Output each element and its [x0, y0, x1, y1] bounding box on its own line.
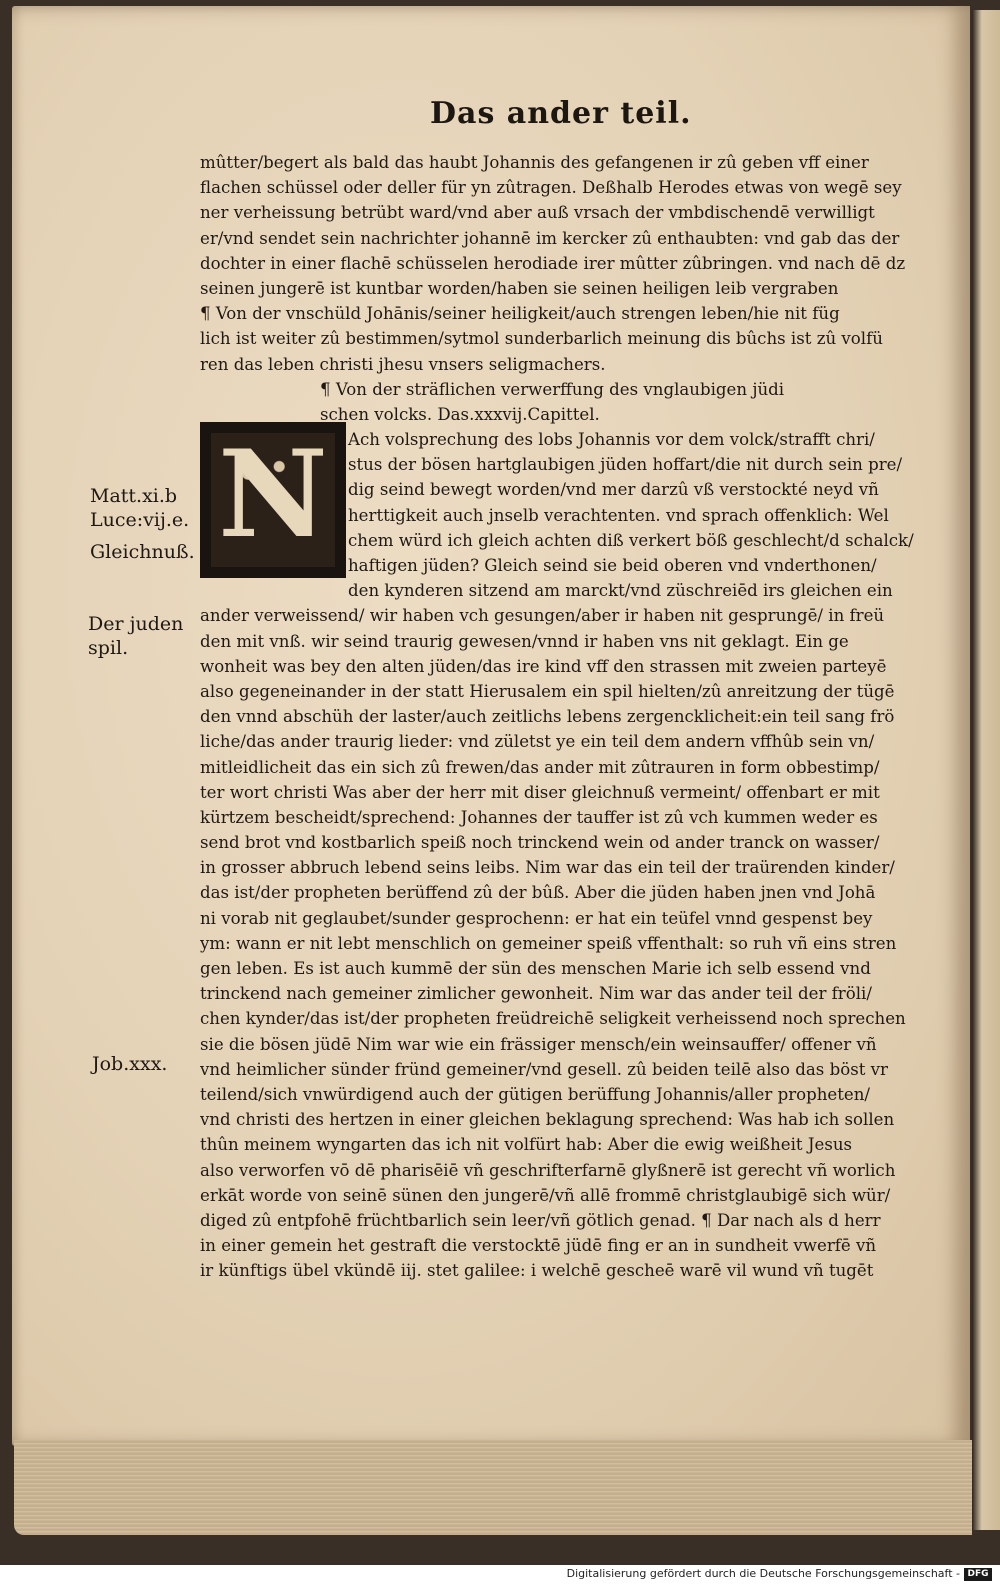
dfg-logo: DFG: [964, 1568, 992, 1581]
text-line: ir künftigs übel vkündē iij. stet galilee: i welchē gescheē warē vil wund vñ tugēt: [200, 1261, 874, 1281]
text-line: thûn meinem wyngarten das ich nit volfürt hab: Aber die ewig weißheit Jesus: [200, 1135, 853, 1155]
text-line: erkāt worde von seinē sünen den jungerē/vñ allē frommē christglaubigē sich wür/: [200, 1185, 891, 1205]
chapter-heading: schen volcks. Das.xxxvij.Capittel.: [320, 404, 600, 424]
text-line: also gegeneinander in der statt Hierusalem ein spil hielten/zû anreitzung der tügē: [200, 681, 895, 701]
text-line: vnd christi des hertzen in einer gleichen beklagung sprechend: Was hab ich sollen: [200, 1110, 895, 1130]
text-line: Ach volsprechung des lobs Johannis vor dem volck/strafft chri/: [348, 430, 875, 450]
footer-credit: Digitalisierung gefördert durch die Deutsche Forschungsgemeinschaft -: [566, 1567, 960, 1580]
text-line: chen kynder/das ist/der propheten freüdreichē seligkeit verheissend noch sprechen: [200, 1009, 906, 1029]
margin-note-gleichnuss: Gleichnuß.: [90, 541, 195, 563]
text-line: den mit vnß. wir seind traurig gewesen/vnnd ir haben vns nit geklagt. Ein ge: [200, 631, 849, 651]
facing-page-edge: [972, 10, 1000, 1530]
text-line: den kynderen sitzend am marckt/vnd züschreiēd irs gleichen ein: [348, 581, 893, 601]
page-edges: [14, 1440, 972, 1535]
text-line: dochter in einer flachē schüsselen herodiade irer mûtter zûbringen. vnd nach dē dz: [200, 253, 906, 273]
margin-note-luce: Luce:vij.e.: [90, 509, 190, 531]
footer-bar: [0, 1565, 1000, 1585]
text-line: das ist/der propheten berüffend zû der bûß. Aber die jüden haben jnen vnd Johā: [200, 883, 876, 903]
text-line: in grosser abbruch lebend seins leibs. Nim war das ein teil der traürenden kinder/: [200, 858, 895, 878]
text-line: chem würd ich gleich achten diß verkert böß geschlecht/d schalck/: [348, 530, 914, 550]
text-line: ander verweissend/ wir haben vch gesungen/aber ir haben nit gesprungē/ in freü: [200, 606, 885, 626]
margin-note-matt: Matt.xi.b: [90, 485, 178, 507]
text-line: flachen schüssel oder deller für yn zûtragen. Deßhalb Herodes etwas von wegē sey: [200, 178, 902, 198]
text-line: diged zû entpfohē früchtbarlich sein leer/vñ götlich genad. ¶ Dar nach als d herr: [200, 1210, 881, 1230]
text-line: er/vnd sendet sein nachrichter johannē im kercker zû enthaubten: vnd gab das der: [200, 228, 900, 248]
text-line: ter wort christi Was aber der herr mit diser gleichnuß vermeint/ offenbart er mit: [200, 782, 880, 802]
text-line: ¶ Von der vnschüld Johānis/seiner heiligkeit/auch strengen leben/hie nit füg: [200, 304, 840, 324]
text-line: ni vorab nit geglaubet/sunder gesprochenn: er hat ein teüfel vnnd gespenst bey: [200, 908, 873, 928]
text-line: liche/das ander traurig lieder: vnd zületst ye ein teil dem andern vffhûb sein vn/: [200, 732, 875, 752]
text-line: ren das leben christi jhesu vnsers seligmachers.: [200, 354, 606, 374]
text-line: seinen jungerē ist kuntbar worden/haben sie seinen heiligen leib vergraben: [200, 278, 839, 298]
text-line: also verworfen vō dē pharisēiē vñ geschrifterfarnē glyßnerē ist gerecht vñ worlich: [200, 1160, 896, 1180]
text-line: stus der bösen hartglaubigen jüden hoffart/die nit durch sein pre/: [348, 455, 903, 475]
text-line: herttigkeit auch jnselb verachtenten. vnd sprach offenklich: Wel: [348, 505, 889, 525]
text-line: mitleidlicheit das ein sich zû frewen/das ander mit zûtrauren in form obbestimp/: [200, 757, 880, 777]
text-line: kürtzem bescheidt/sprechend: Johannes der tauffer ist zû vch kummen weder es: [200, 807, 878, 827]
text-line: wonheit was bey den alten jüden/das ire kind vff den strassen mit zweien parteyē: [200, 656, 887, 676]
text-line: send brot vnd kostbarlich speiß noch trinckend wein od ander tranck on wasser/: [200, 833, 880, 853]
margin-note-juden: Der juden: [88, 613, 184, 635]
text-line: gen leben. Es ist auch kummē der sün des menschen Marie ich selb essend vnd: [200, 959, 871, 978]
text-line: dig seind bewegt worden/vnd mer darzû vß verstockté neyd vñ: [348, 480, 879, 500]
text-line: in einer gemein het gestraft die verstocktē jüdē fing er an in sundheit vwerfē vñ: [200, 1236, 877, 1256]
text-line: ner verheissung betrübt ward/vnd aber auß vrsach der vmbdischendē verwilligt: [200, 203, 875, 223]
margin-note-job: Job.xxx.: [92, 1053, 168, 1075]
text-line: haftigen jüden? Gleich seind sie beid oberen vnd vnderthonen/: [348, 556, 877, 575]
text-line: teilend/sich vnwürdigend auch der gütigen berüffung Johannis/aller propheten/: [200, 1084, 871, 1104]
page-header: Das ander teil.: [430, 96, 692, 131]
text-line: trinckend nach gemeiner zimlicher gewonheit. Nim war das ander teil der fröli/: [200, 984, 872, 1004]
text-line: vnd heimlicher sünder fründ gemeiner/vnd gesell. zû beiden teilē also das böst vr: [200, 1059, 888, 1079]
text-line: den vnnd abschüh der laster/auch zeitlichs lebens zergencklicheit:ein teil sang frö: [200, 707, 895, 727]
margin-note-spil: spil.: [88, 637, 129, 659]
body-text: [200, 150, 930, 1283]
text-line: lich ist weiter zû bestimmen/sytmol sunderbarlich meinung dis bûchs ist zû volfü: [200, 329, 883, 349]
text-line: mûtter/begert als bald das haubt Johannis des gefangenen ir zû geben vff einer: [200, 153, 869, 172]
initial-letter: N: [218, 424, 328, 565]
text-line: sie die bösen jüdē Nim war wie ein frässiger mensch/ein weinsauffer/ offener vñ: [200, 1034, 877, 1054]
text-line: ym: wann er nit lebt menschlich on gemeiner speiß vffenthalt: so ruh vñ eins stren: [200, 933, 897, 953]
chapter-heading: ¶ Von der sträflichen verwerffung des vnglaubigen jüdi: [320, 379, 785, 399]
